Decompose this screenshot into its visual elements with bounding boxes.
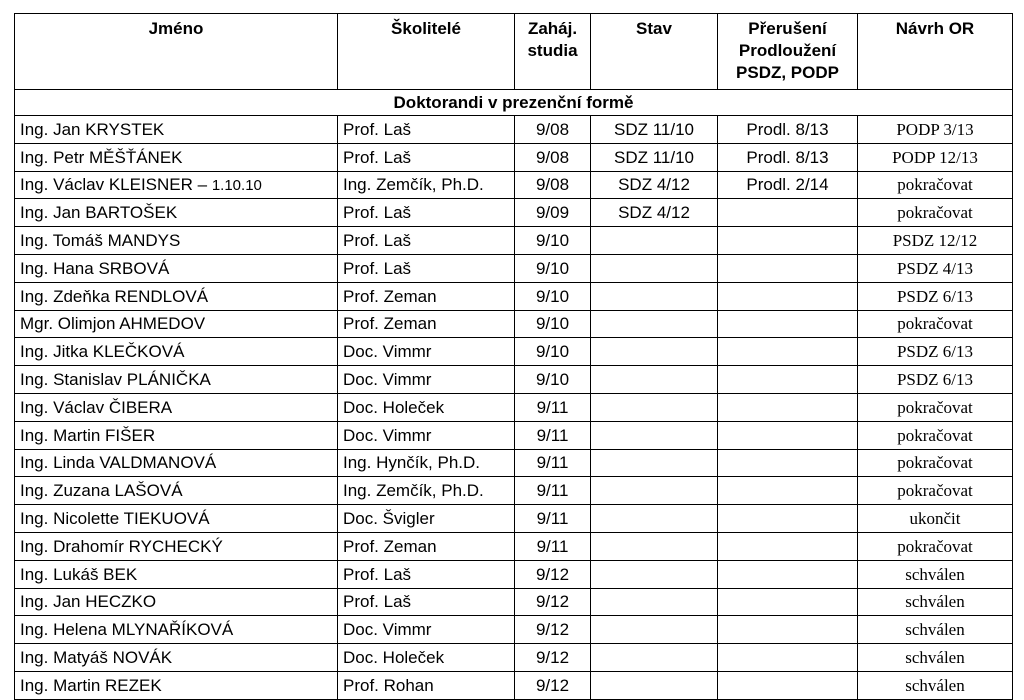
student-name-note: 1.10.10 — [211, 176, 262, 194]
status-cell — [591, 310, 718, 338]
proposal-cell: ukončit — [858, 505, 1013, 533]
table-row — [15, 254, 1013, 282]
start-cell: 9/09 — [515, 199, 591, 227]
start-cell: 9/10 — [515, 338, 591, 366]
student-name-cell — [15, 477, 338, 505]
student-name-cell — [15, 449, 338, 477]
student-name: Mgr. Olimjon AHMEDOV — [20, 314, 206, 334]
student-name-cell — [15, 560, 338, 588]
interruption-cell — [718, 505, 858, 533]
table-row — [15, 505, 1013, 533]
proposal-cell: schválen — [858, 616, 1013, 644]
status-cell — [591, 671, 718, 699]
proposal-cell: PSDZ 4/13 — [858, 254, 1013, 282]
interruption-cell — [718, 588, 858, 616]
supervisor-cell: Prof. Laš — [338, 199, 515, 227]
proposal-cell: PSDZ 6/13 — [858, 282, 1013, 310]
student-name: Ing. Zdeňka RENDLOVÁ — [20, 286, 209, 306]
table-row — [15, 116, 1013, 144]
status-cell — [591, 560, 718, 588]
section-row — [15, 90, 1013, 116]
student-name: Ing. Petr MĚŠŤÁNEK — [20, 147, 183, 167]
student-name-cell — [15, 616, 338, 644]
status-cell: SDZ 11/10 — [591, 116, 718, 144]
interruption-cell — [718, 338, 858, 366]
status-cell — [591, 588, 718, 616]
start-cell: 9/10 — [515, 310, 591, 338]
status-cell — [591, 644, 718, 672]
status-cell — [591, 505, 718, 533]
header-proposal: Návrh OR — [858, 14, 1013, 90]
supervisor-cell: Prof. Laš — [338, 254, 515, 282]
interruption-cell — [718, 560, 858, 588]
student-name: Ing. Lukáš BEK — [20, 564, 138, 584]
interruption-cell — [718, 254, 858, 282]
status-cell — [591, 532, 718, 560]
student-name: Ing. Drahomír RYCHECKÝ — [20, 536, 223, 556]
student-name: Ing. Václav KLEISNER – — [20, 174, 212, 194]
start-cell: 9/10 — [515, 227, 591, 255]
supervisor-cell: Prof. Rohan — [338, 671, 515, 699]
status-cell — [591, 477, 718, 505]
start-cell: 9/11 — [515, 477, 591, 505]
supervisor-cell: Prof. Zeman — [338, 532, 515, 560]
start-cell: 9/08 — [515, 171, 591, 199]
interruption-cell — [718, 616, 858, 644]
interruption-cell: Prodl. 8/13 — [718, 143, 858, 171]
table-row — [15, 477, 1013, 505]
supervisor-cell: Prof. Laš — [338, 116, 515, 144]
status-cell — [591, 616, 718, 644]
start-cell: 9/12 — [515, 560, 591, 588]
student-name: Ing. Martin FIŠER — [20, 425, 156, 445]
student-name-cell — [15, 143, 338, 171]
table-row — [15, 449, 1013, 477]
status-cell — [591, 282, 718, 310]
student-name-cell — [15, 338, 338, 366]
header-row — [15, 14, 1013, 90]
table-row — [15, 588, 1013, 616]
table-row — [15, 532, 1013, 560]
proposal-cell: PODP 12/13 — [858, 143, 1013, 171]
supervisor-cell: Doc. Švigler — [338, 505, 515, 533]
proposal-cell: pokračovat — [858, 421, 1013, 449]
student-name: Ing. Nicolette TIEKUOVÁ — [20, 509, 210, 529]
interruption-cell — [718, 421, 858, 449]
student-name: Ing. Martin REZEK — [20, 675, 162, 695]
start-cell: 9/12 — [515, 644, 591, 672]
supervisor-cell: Doc. Vimmr — [338, 338, 515, 366]
student-name-cell — [15, 588, 338, 616]
interruption-cell — [718, 199, 858, 227]
proposal-cell: pokračovat — [858, 171, 1013, 199]
start-cell: 9/11 — [515, 532, 591, 560]
start-cell: 9/10 — [515, 254, 591, 282]
start-cell: 9/11 — [515, 505, 591, 533]
status-cell — [591, 254, 718, 282]
supervisor-cell: Ing. Hynčík, Ph.D. — [338, 449, 515, 477]
supervisor-cell: Prof. Laš — [338, 227, 515, 255]
interruption-cell — [718, 282, 858, 310]
student-name: Ing. Stanislav PLÁNIČKA — [20, 370, 211, 390]
proposal-cell: PSDZ 12/12 — [858, 227, 1013, 255]
student-name: Ing. Jan BARTOŠEK — [20, 203, 178, 223]
student-name-cell — [15, 366, 338, 394]
table-row — [15, 671, 1013, 699]
interruption-cell: Prodl. 2/14 — [718, 171, 858, 199]
status-cell: SDZ 11/10 — [591, 143, 718, 171]
proposal-cell: pokračovat — [858, 393, 1013, 421]
student-name: Ing. Zuzana LAŠOVÁ — [20, 481, 183, 501]
proposal-cell: PSDZ 6/13 — [858, 366, 1013, 394]
supervisor-cell: Ing. Zemčík, Ph.D. — [338, 171, 515, 199]
student-name-cell — [15, 532, 338, 560]
student-name-cell — [15, 671, 338, 699]
student-name: Ing. Jan KRYSTEK — [20, 119, 165, 139]
proposal-cell: schválen — [858, 588, 1013, 616]
header-name: Jméno — [15, 14, 338, 90]
start-cell: 9/11 — [515, 393, 591, 421]
proposal-cell: PSDZ 6/13 — [858, 338, 1013, 366]
supervisor-cell: Prof. Zeman — [338, 310, 515, 338]
interruption-cell — [718, 644, 858, 672]
table-row — [15, 393, 1013, 421]
status-cell — [591, 421, 718, 449]
interruption-cell — [718, 477, 858, 505]
start-cell: 9/11 — [515, 449, 591, 477]
supervisor-cell: Doc. Holeček — [338, 644, 515, 672]
supervisor-cell: Prof. Laš — [338, 143, 515, 171]
section-title: Doktorandi v prezenční formě — [15, 90, 1013, 116]
status-cell — [591, 227, 718, 255]
student-name: Ing. Hana SRBOVÁ — [20, 258, 170, 278]
student-name-cell — [15, 171, 338, 199]
table-row — [15, 171, 1013, 199]
supervisor-cell: Ing. Zemčík, Ph.D. — [338, 477, 515, 505]
student-name-cell — [15, 227, 338, 255]
student-name-cell — [15, 310, 338, 338]
student-name-cell — [15, 254, 338, 282]
interruption-cell — [718, 393, 858, 421]
table-row — [15, 199, 1013, 227]
student-name: Ing. Helena MLYNAŘÍKOVÁ — [20, 620, 234, 640]
proposal-cell: schválen — [858, 560, 1013, 588]
proposal-cell: schválen — [858, 671, 1013, 699]
start-cell: 9/08 — [515, 116, 591, 144]
student-name-cell — [15, 199, 338, 227]
interruption-cell — [718, 366, 858, 394]
interruption-cell — [718, 449, 858, 477]
status-cell: SDZ 4/12 — [591, 199, 718, 227]
header-status: Stav — [591, 14, 718, 90]
student-name: Ing. Matyáš NOVÁK — [20, 648, 173, 668]
supervisor-cell: Prof. Zeman — [338, 282, 515, 310]
start-cell: 9/12 — [515, 588, 591, 616]
student-name-cell — [15, 505, 338, 533]
proposal-cell: pokračovat — [858, 477, 1013, 505]
header-start: Zaháj. studia — [515, 14, 591, 90]
start-cell: 9/10 — [515, 366, 591, 394]
start-cell: 9/12 — [515, 671, 591, 699]
interruption-cell: Prodl. 8/13 — [718, 116, 858, 144]
supervisor-cell: Doc. Vimmr — [338, 616, 515, 644]
proposal-cell: pokračovat — [858, 310, 1013, 338]
status-cell — [591, 449, 718, 477]
supervisor-cell: Prof. Laš — [338, 560, 515, 588]
student-name-cell — [15, 644, 338, 672]
student-name-cell — [15, 393, 338, 421]
proposal-cell: schválen — [858, 644, 1013, 672]
interruption-cell — [718, 227, 858, 255]
header-supervisors: Školitelé — [338, 14, 515, 90]
status-cell — [591, 366, 718, 394]
supervisor-cell: Prof. Laš — [338, 588, 515, 616]
table-row — [15, 644, 1013, 672]
header-interruption: Přerušení Prodloužení PSDZ, PODP — [718, 14, 858, 90]
interruption-cell — [718, 310, 858, 338]
start-cell: 9/08 — [515, 143, 591, 171]
status-cell — [591, 393, 718, 421]
status-cell: SDZ 4/12 — [591, 171, 718, 199]
proposal-cell: pokračovat — [858, 532, 1013, 560]
proposal-cell: pokračovat — [858, 449, 1013, 477]
proposal-cell: pokračovat — [858, 199, 1013, 227]
start-cell: 9/10 — [515, 282, 591, 310]
student-name: Ing. Václav ČIBERA — [20, 397, 173, 417]
supervisor-cell: Doc. Vimmr — [338, 421, 515, 449]
table-row — [15, 310, 1013, 338]
table-row — [15, 366, 1013, 394]
table-row — [15, 421, 1013, 449]
student-name-cell — [15, 116, 338, 144]
table-row — [15, 560, 1013, 588]
student-name-cell — [15, 421, 338, 449]
table-row — [15, 282, 1013, 310]
student-name: Ing. Jan HECZKO — [20, 592, 157, 612]
student-name: Ing. Tomáš MANDYS — [20, 231, 181, 251]
table-row — [15, 227, 1013, 255]
status-cell — [591, 338, 718, 366]
table-row — [15, 143, 1013, 171]
doctoral-students-table — [14, 13, 1013, 700]
start-cell: 9/11 — [515, 421, 591, 449]
student-name-cell — [15, 282, 338, 310]
table-row — [15, 338, 1013, 366]
start-cell: 9/12 — [515, 616, 591, 644]
supervisor-cell: Doc. Holeček — [338, 393, 515, 421]
interruption-cell — [718, 671, 858, 699]
interruption-cell — [718, 532, 858, 560]
supervisor-cell: Doc. Vimmr — [338, 366, 515, 394]
table-row — [15, 616, 1013, 644]
proposal-cell: PODP 3/13 — [858, 116, 1013, 144]
student-name: Ing. Linda VALDMANOVÁ — [20, 453, 217, 473]
student-name: Ing. Jitka KLEČKOVÁ — [20, 342, 185, 362]
